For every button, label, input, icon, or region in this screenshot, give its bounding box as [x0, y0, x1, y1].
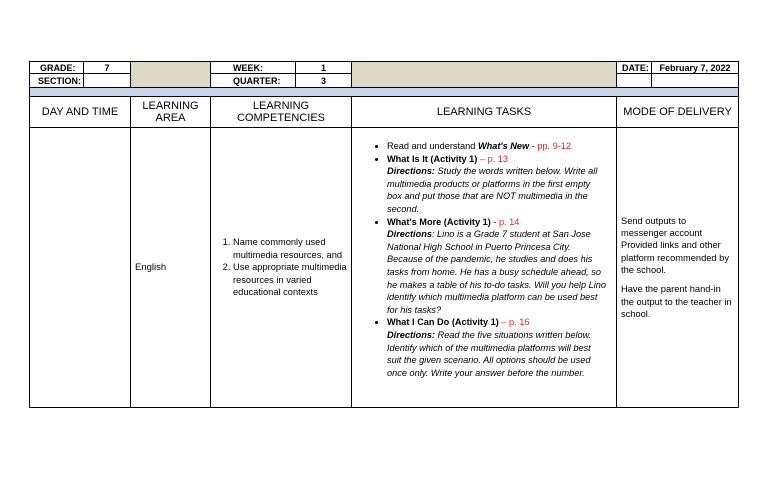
competency-item: 2. Use appropriate multimedia resources in varied educational contexts	[233, 261, 347, 299]
header-blank-tan-2	[351, 61, 617, 88]
header-blank-tan-1	[130, 61, 211, 88]
quarter-label: QUARTER:	[210, 73, 296, 88]
col-header-mode: MODE OF DELIVERY	[616, 96, 739, 128]
tasks-list	[374, 140, 606, 379]
section-value	[83, 73, 131, 88]
mode-text-2: Have the parent hand-in the output to the teacher in school.	[621, 284, 732, 319]
date-blank-2	[651, 73, 739, 88]
week-label: WEEK:	[210, 61, 296, 74]
day-time-cell	[29, 127, 131, 408]
grade-value: 7	[83, 61, 131, 74]
task-item-whats-new: • Read and understand What's New - pp. 9-12	[387, 140, 606, 153]
section-label: SECTION:	[29, 73, 84, 88]
competencies-cell	[210, 127, 352, 408]
col-header-competencies: LEARNING COMPETENCIES	[210, 96, 352, 128]
tasks-cell	[351, 127, 617, 408]
date-label: DATE:	[616, 61, 652, 74]
quarter-value: 3	[295, 73, 352, 88]
competency-item: 1. Name commonly used multimedia resources, and	[233, 236, 347, 261]
task-item-what-i-can-do: • What I Can Do (Activity 1) – p. 16 Directions: Read the five situations written below. Identify which of the multimedia platforms will best suit the given scenario. All options should be used once only. Write your answer before the number.	[387, 316, 606, 379]
week-value: 1	[295, 61, 352, 74]
learning-area-cell: English	[130, 127, 211, 408]
task-item-what-is-it: • What Is It (Activity 1) – p. 13 Directions: Study the words written below. Write all multimedia products or platforms in the first empty box and put those that are NOT multimedia in the second.	[387, 153, 606, 216]
competencies-list	[211, 236, 347, 299]
col-header-tasks: LEARNING TASKS	[351, 96, 617, 128]
date-value: February 7, 2022	[651, 61, 739, 74]
col-header-learning-area: LEARNING AREA	[130, 96, 211, 128]
date-blank-1	[616, 73, 652, 88]
mode-text-1: Send outputs to messenger account Provided links and other platform recommended by the school.	[621, 215, 729, 275]
mode-cell	[616, 127, 739, 408]
task-item-whats-more: • What's More (Activity 1) - p. 14 Directions: Lino is a Grade 7 student at San Jose National High School in Puerto Princesa City. Because of the pandemic, he studies and does his tasks from home. He has a busy schedule ahead, so he makes a table of his to-do tasks. Will you help Lino identify which multimedia platform can be used best for his tasks?	[387, 216, 606, 317]
col-header-day-time: DAY AND TIME	[29, 96, 131, 128]
grade-label: GRADE:	[29, 61, 84, 74]
